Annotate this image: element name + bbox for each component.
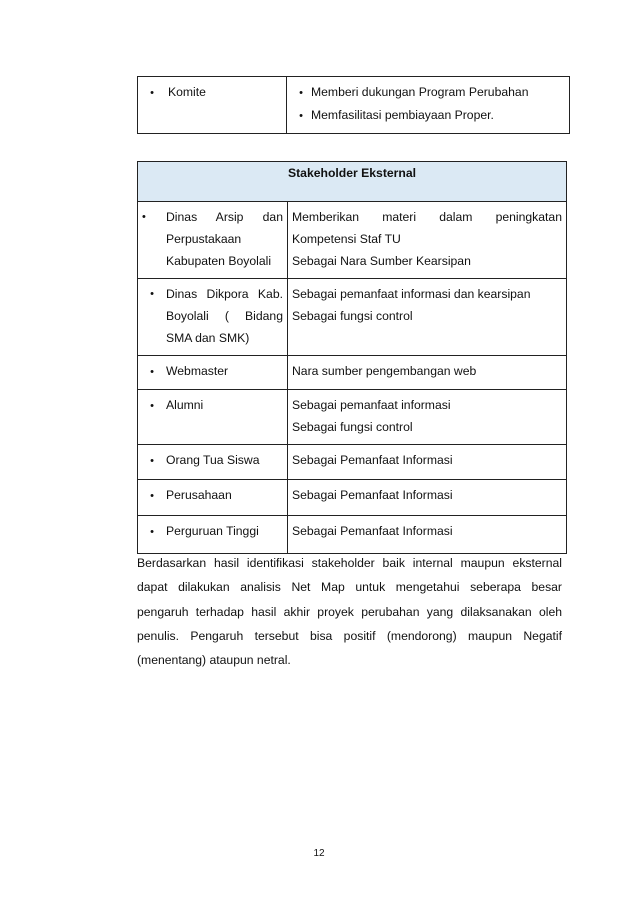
table-row	[138, 516, 567, 554]
stakeholder-role-cell	[288, 445, 567, 480]
stakeholder-name-line: Perusahaan	[166, 488, 232, 502]
stakeholder-role-line: Sebagai fungsi control	[292, 309, 413, 323]
stakeholder-role-line: Sebagai Pemanfaat Informasi	[292, 524, 453, 538]
stakeholder-name-line: Orang Tua Siswa	[166, 453, 260, 467]
paragraph-line: pengaruh terhadap hasil akhir proyek perubahan yang dilaksanakan oleh	[137, 604, 562, 619]
stakeholder-name-line: Perguruan Tinggi	[166, 524, 259, 538]
bullet-icon: •	[150, 87, 154, 99]
stakeholder-name-line: Dinas Dikpora Kab.	[166, 287, 283, 301]
stakeholder-name-line: Kabupaten Boyolali	[166, 254, 272, 268]
bullet-icon: •	[150, 490, 154, 502]
paragraph-line: dapat dilakukan analisis Net Map untuk mengetahui seberapa besar	[137, 580, 562, 595]
stakeholder-role-line: Sebagai pemanfaat informasi dan kearsipan	[292, 287, 531, 301]
bullet-icon: •	[150, 288, 154, 300]
body-paragraph	[137, 551, 562, 672]
stakeholder-role-line: Nara sumber pengembangan web	[292, 364, 477, 378]
bullet-icon: •	[150, 455, 154, 467]
paragraph-line: (menentang) ataupun netral.	[137, 653, 291, 668]
stakeholder-name-line: Boyolali ( Bidang	[166, 309, 283, 323]
table-row	[138, 356, 567, 390]
stakeholder-name-cell	[138, 390, 288, 445]
komite-label: Komite	[168, 85, 206, 99]
stakeholder-role-line: Sebagai pemanfaat informasi	[292, 398, 451, 412]
paragraph-line: penulis. Pengaruh tersebut bisa positif (mendorong) maupun Negatif	[137, 628, 562, 643]
table-row	[138, 445, 567, 480]
komite-table	[137, 76, 570, 134]
stakeholder-name-cell	[138, 480, 288, 516]
komite-role-1: Memberi dukungan Program Perubahan	[311, 85, 529, 99]
stakeholder-name-cell	[138, 202, 288, 279]
table-row	[138, 390, 567, 445]
bullet-icon: •	[150, 400, 154, 412]
stakeholder-name-cell	[138, 279, 288, 356]
stakeholder-role-line: Sebagai Nara Sumber Kearsipan	[292, 254, 471, 268]
stakeholder-name-line: Alumni	[166, 398, 204, 412]
table-header-label: Stakeholder Eksternal	[287, 166, 417, 180]
stakeholder-role-cell	[288, 516, 567, 554]
bullet-icon: •	[142, 211, 146, 223]
paragraph-line: Berdasarkan hasil identifikasi stakeholder baik internal maupun eksternal	[137, 556, 562, 570]
bullet-icon: •	[150, 366, 154, 378]
stakeholder-external-table	[137, 161, 567, 554]
table-row	[138, 279, 567, 356]
stakeholder-name-line: Perpustakaan	[166, 232, 242, 246]
bullet-icon: •	[299, 110, 303, 122]
stakeholder-name-line: Webmaster	[166, 364, 229, 378]
komite-role-2: Memfasilitasi pembiayaan Proper.	[311, 108, 494, 122]
table-row	[138, 480, 567, 516]
stakeholder-name-cell	[138, 516, 288, 554]
stakeholder-name-cell	[138, 356, 288, 390]
stakeholder-role-line: Sebagai Pemanfaat Informasi	[292, 453, 453, 467]
stakeholder-role-cell	[288, 480, 567, 516]
stakeholder-role-line: Memberikan materi dalam peningkatan	[292, 210, 562, 224]
stakeholder-role-line: Kompetensi Staf TU	[292, 232, 401, 246]
stakeholder-role-line: Sebagai Pemanfaat Informasi	[292, 488, 453, 502]
page-number: 12	[313, 848, 325, 859]
bullet-icon: •	[299, 87, 303, 99]
table-row	[138, 202, 567, 279]
stakeholder-role-cell	[288, 202, 567, 279]
table-header	[138, 162, 567, 202]
stakeholder-role-cell	[288, 279, 567, 356]
stakeholder-name-cell	[138, 445, 288, 480]
stakeholder-role-cell	[288, 356, 567, 390]
bullet-icon: •	[150, 526, 154, 538]
komite-cell	[138, 77, 287, 134]
stakeholder-name-line: Dinas Arsip dan	[166, 210, 283, 224]
stakeholder-role-line: Sebagai fungsi control	[292, 420, 413, 434]
stakeholder-role-cell	[288, 390, 567, 445]
stakeholder-name-line: SMA dan SMK)	[166, 331, 250, 345]
komite-roles-cell	[287, 77, 570, 134]
